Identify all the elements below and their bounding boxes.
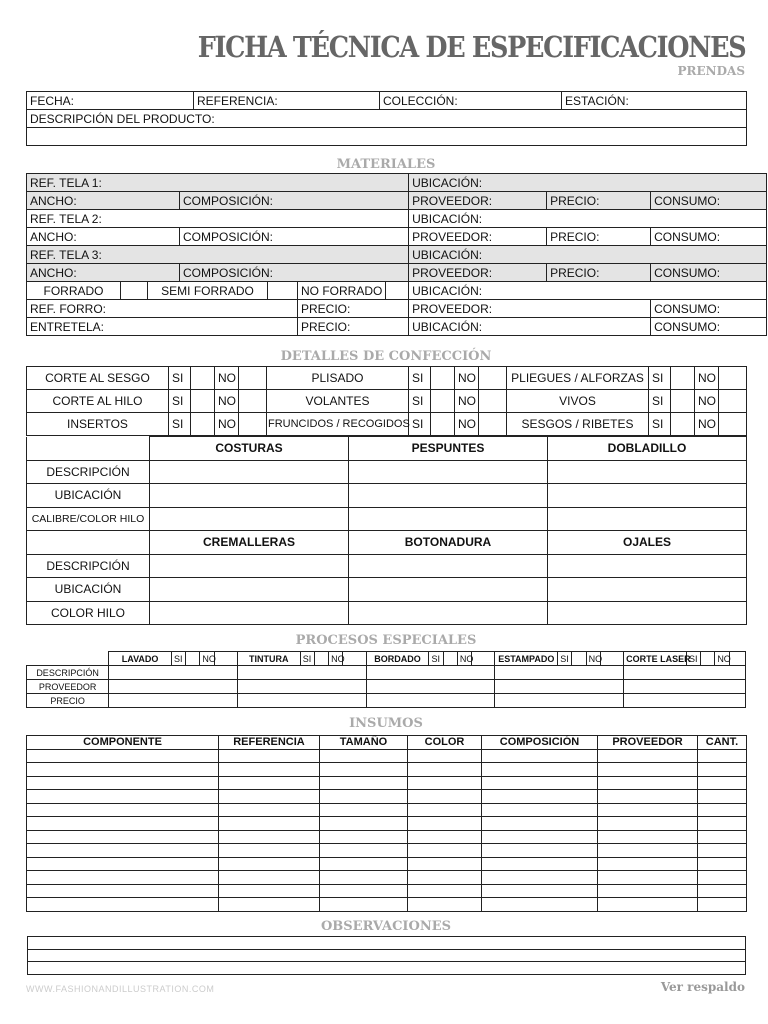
proveedor-tela-2[interactable]: PROVEEDOR: bbox=[409, 228, 547, 246]
insumos-cell[interactable] bbox=[320, 830, 408, 844]
cell-input[interactable] bbox=[366, 694, 495, 708]
cell-input[interactable] bbox=[150, 460, 349, 484]
insumos-cell[interactable] bbox=[482, 844, 598, 858]
insumos-cell[interactable] bbox=[698, 898, 747, 912]
insumos-row bbox=[27, 817, 747, 831]
insumos-cell[interactable] bbox=[598, 830, 698, 844]
cell-input[interactable] bbox=[150, 507, 349, 531]
cell-input[interactable] bbox=[495, 680, 624, 694]
insumos-cell[interactable] bbox=[219, 857, 320, 871]
no-checkbox[interactable] bbox=[239, 413, 267, 436]
insumos-cell[interactable] bbox=[598, 790, 698, 804]
ubicacion-tela-3[interactable]: UBICACIÓN: bbox=[409, 246, 767, 264]
consumo-forro[interactable]: CONSUMO: bbox=[651, 300, 767, 318]
detalle-label: INSERTOS bbox=[27, 413, 169, 436]
si-label: SI bbox=[686, 652, 700, 666]
insumos-cell[interactable] bbox=[408, 857, 482, 871]
insumos-cell[interactable] bbox=[598, 857, 698, 871]
insumos-cell[interactable] bbox=[219, 830, 320, 844]
insumos-cell[interactable] bbox=[27, 857, 219, 871]
si-checkbox[interactable] bbox=[443, 652, 457, 666]
lavado-label: LAVADO bbox=[109, 652, 172, 666]
si-checkbox[interactable] bbox=[191, 390, 215, 413]
ubicacion-tela-2[interactable]: UBICACIÓN: bbox=[409, 210, 767, 228]
row-label: DESCRIPCIÓN bbox=[27, 666, 109, 680]
no-label: NO bbox=[455, 413, 479, 436]
insumos-cell[interactable] bbox=[320, 817, 408, 831]
insumos-cell[interactable] bbox=[219, 898, 320, 912]
componente-header: COMPONENTE bbox=[27, 736, 219, 750]
insumos-cell[interactable] bbox=[27, 871, 219, 885]
insumos-cell[interactable] bbox=[698, 790, 747, 804]
insumos-row bbox=[27, 857, 747, 871]
insumos-cell[interactable] bbox=[27, 844, 219, 858]
composicion-header: COMPOSICIÓN bbox=[482, 736, 598, 750]
corte-laser-label: CORTE LASER bbox=[624, 652, 687, 666]
no-checkbox[interactable] bbox=[600, 652, 623, 666]
insumos-cell[interactable] bbox=[482, 763, 598, 777]
detalles-checklist-table bbox=[26, 366, 747, 436]
insumos-row bbox=[27, 884, 747, 898]
insumos-cell[interactable] bbox=[698, 776, 747, 790]
corner-blank bbox=[27, 531, 150, 555]
no-forrado-label: NO FORRADO bbox=[298, 282, 386, 300]
precio-tela-2[interactable]: PRECIO: bbox=[547, 228, 651, 246]
descripcion-blank[interactable] bbox=[27, 128, 747, 146]
cell-input[interactable] bbox=[150, 554, 349, 578]
ubicacion-forro[interactable]: UBICACIÓN: bbox=[409, 282, 767, 300]
no-label: NO bbox=[215, 413, 239, 436]
insumos-cell[interactable] bbox=[408, 817, 482, 831]
insumos-cell[interactable] bbox=[482, 790, 598, 804]
cell-input[interactable] bbox=[349, 601, 548, 625]
detalle-label: CORTE AL HILO bbox=[27, 390, 169, 413]
precio-forro[interactable]: PRECIO: bbox=[298, 300, 409, 318]
insumos-cell[interactable] bbox=[27, 776, 219, 790]
si-checkbox[interactable] bbox=[431, 390, 455, 413]
insumos-cell[interactable] bbox=[482, 871, 598, 885]
no-checkbox[interactable] bbox=[729, 652, 746, 666]
ref-forro[interactable]: REF. FORRO: bbox=[27, 300, 298, 318]
cell-input[interactable] bbox=[624, 680, 746, 694]
procesos-table bbox=[26, 651, 746, 708]
cell-input[interactable] bbox=[349, 507, 548, 531]
si-label: SI bbox=[169, 367, 191, 390]
insumos-cell[interactable] bbox=[598, 844, 698, 858]
cell-input[interactable] bbox=[495, 694, 624, 708]
insumos-cell[interactable] bbox=[598, 898, 698, 912]
proveedor-tela-3[interactable]: PROVEEDOR: bbox=[409, 264, 547, 282]
detalles-title: DETALLES DE CONFECCIÓN bbox=[280, 349, 492, 364]
ancho-tela-1[interactable]: ANCHO: bbox=[27, 192, 180, 210]
si-label: SI bbox=[429, 652, 443, 666]
insumos-cell[interactable] bbox=[698, 749, 747, 763]
ver-respaldo-link[interactable]: Ver respaldo bbox=[660, 980, 745, 994]
page-subtitle: PRENDAS bbox=[677, 64, 745, 78]
composicion-tela-2[interactable]: COMPOSICIÓN: bbox=[180, 228, 409, 246]
insumos-cell[interactable] bbox=[698, 884, 747, 898]
si-checkbox[interactable] bbox=[431, 367, 455, 390]
insumos-cell[interactable] bbox=[482, 749, 598, 763]
si-label: SI bbox=[169, 390, 191, 413]
cell-input[interactable] bbox=[237, 666, 366, 680]
botonadura-header: BOTONADURA bbox=[349, 531, 548, 555]
si-label: SI bbox=[409, 390, 431, 413]
referencia-field[interactable]: REFERENCIA: bbox=[194, 92, 380, 110]
si-checkbox[interactable] bbox=[314, 652, 328, 666]
precio-tela-1[interactable]: PRECIO: bbox=[547, 192, 651, 210]
ubicacion-entretela[interactable]: UBICACIÓN: bbox=[409, 318, 651, 336]
no-checkbox[interactable] bbox=[479, 367, 507, 390]
insumos-cell[interactable] bbox=[698, 857, 747, 871]
coleccion-field[interactable]: COLECCIÓN: bbox=[380, 92, 562, 110]
insumos-cell[interactable] bbox=[698, 763, 747, 777]
detalle-label: PLISADO bbox=[267, 367, 409, 390]
color-header: COLOR bbox=[408, 736, 482, 750]
row-label: DESCRIPCIÓN bbox=[27, 554, 150, 578]
insumos-cell[interactable] bbox=[320, 871, 408, 885]
proveedor-forro[interactable]: PROVEEDOR: bbox=[409, 300, 651, 318]
row-label: UBICACIÓN bbox=[27, 484, 150, 508]
no-label: NO bbox=[695, 413, 719, 436]
insumos-cell[interactable] bbox=[482, 857, 598, 871]
forrado-label: FORRADO bbox=[27, 282, 121, 300]
insumos-cell[interactable] bbox=[219, 790, 320, 804]
detalle-label: VIVOS bbox=[507, 390, 649, 413]
consumo-tela-2[interactable]: CONSUMO: bbox=[651, 228, 767, 246]
detalles-row bbox=[27, 413, 747, 436]
detalle-label: SESGOS / RIBETES bbox=[507, 413, 649, 436]
insumos-cell[interactable] bbox=[598, 871, 698, 885]
detalle-label: FRUNCIDOS / RECOGIDOS bbox=[267, 413, 409, 436]
observaciones-line[interactable] bbox=[28, 962, 746, 975]
ref-tela-3[interactable]: REF. TELA 3: bbox=[27, 246, 409, 264]
insumos-body bbox=[27, 749, 747, 911]
insumos-cell[interactable] bbox=[219, 776, 320, 790]
insumos-cell[interactable] bbox=[27, 830, 219, 844]
insumos-row bbox=[27, 790, 747, 804]
no-checkbox[interactable] bbox=[719, 367, 747, 390]
insumos-cell[interactable] bbox=[219, 844, 320, 858]
insumos-cell[interactable] bbox=[27, 817, 219, 831]
cell-input[interactable] bbox=[349, 554, 548, 578]
cell-input[interactable] bbox=[150, 484, 349, 508]
no-checkbox[interactable] bbox=[719, 390, 747, 413]
no-checkbox[interactable] bbox=[479, 390, 507, 413]
insumos-cell[interactable] bbox=[482, 776, 598, 790]
cell-input[interactable] bbox=[349, 578, 548, 602]
si-label: SI bbox=[409, 413, 431, 436]
no-label: NO bbox=[200, 652, 214, 666]
no-label: NO bbox=[215, 390, 239, 413]
cell-input[interactable] bbox=[109, 666, 238, 680]
detalle-label: PLIEGUES / ALFORZAS bbox=[507, 367, 649, 390]
cell-input[interactable] bbox=[548, 578, 747, 602]
insumos-cell[interactable] bbox=[482, 817, 598, 831]
descripcion-field[interactable]: DESCRIPCIÓN DEL PRODUCTO: bbox=[27, 110, 747, 128]
materiales-title: MATERIALES bbox=[336, 157, 436, 172]
si-checkbox[interactable] bbox=[671, 413, 695, 436]
insumos-cell[interactable] bbox=[482, 830, 598, 844]
insumos-cell[interactable] bbox=[27, 898, 219, 912]
insumos-cell[interactable] bbox=[320, 763, 408, 777]
row-label: COLOR HILO bbox=[27, 601, 150, 625]
semi-forrado-checkbox[interactable] bbox=[268, 282, 298, 300]
cell-input[interactable] bbox=[366, 666, 495, 680]
si-checkbox[interactable] bbox=[191, 367, 215, 390]
no-label: NO bbox=[455, 367, 479, 390]
no-checkbox[interactable] bbox=[479, 413, 507, 436]
website-footer: WWW.FASHIONANDILLUSTRATION.COM bbox=[26, 984, 215, 994]
precio-entretela[interactable]: PRECIO: bbox=[298, 318, 409, 336]
observaciones-table bbox=[27, 936, 746, 975]
general-info-table bbox=[26, 91, 747, 146]
insumos-cell[interactable] bbox=[408, 884, 482, 898]
acabados-table bbox=[26, 436, 747, 625]
insumos-table bbox=[26, 735, 747, 912]
materiales-table bbox=[26, 173, 767, 336]
cell-input[interactable] bbox=[548, 601, 747, 625]
insumos-cell[interactable] bbox=[219, 884, 320, 898]
insumos-cell[interactable] bbox=[408, 763, 482, 777]
insumos-cell[interactable] bbox=[482, 884, 598, 898]
row-label: PRECIO bbox=[27, 694, 109, 708]
referencia-header: REFERENCIA bbox=[219, 736, 320, 750]
detalle-label: CORTE AL SESGO bbox=[27, 367, 169, 390]
detalles-row bbox=[27, 390, 747, 413]
cell-input[interactable] bbox=[548, 507, 747, 531]
corner-blank bbox=[27, 652, 109, 666]
consumo-entretela[interactable]: CONSUMO: bbox=[651, 318, 767, 336]
si-checkbox[interactable] bbox=[572, 652, 586, 666]
si-label: SI bbox=[649, 390, 671, 413]
insumos-cell[interactable] bbox=[27, 803, 219, 817]
insumos-cell[interactable] bbox=[698, 830, 747, 844]
insumos-cell[interactable] bbox=[320, 844, 408, 858]
si-checkbox[interactable] bbox=[701, 652, 715, 666]
ubicacion-tela-1[interactable]: UBICACIÓN: bbox=[409, 174, 767, 192]
semi-forrado-label: SEMI FORRADO bbox=[148, 282, 268, 300]
insumos-cell[interactable] bbox=[219, 763, 320, 777]
page-title: FICHA TÉCNICA DE ESPECIFICACIONES bbox=[197, 30, 745, 64]
observaciones-line[interactable] bbox=[28, 937, 746, 950]
ref-tela-1[interactable]: REF. TELA 1: bbox=[27, 174, 409, 192]
no-label: NO bbox=[455, 390, 479, 413]
insumos-cell[interactable] bbox=[219, 803, 320, 817]
entretela[interactable]: ENTRETELA: bbox=[27, 318, 298, 336]
no-checkbox[interactable] bbox=[343, 652, 366, 666]
ancho-tela-3[interactable]: ANCHO: bbox=[27, 264, 180, 282]
insumos-cell[interactable] bbox=[408, 830, 482, 844]
si-checkbox[interactable] bbox=[431, 413, 455, 436]
no-label: NO bbox=[329, 652, 343, 666]
cell-input[interactable] bbox=[150, 578, 349, 602]
procesos-title: PROCESOS ESPECIALES bbox=[295, 633, 477, 648]
proveedor-header: PROVEEDOR bbox=[598, 736, 698, 750]
insumos-cell[interactable] bbox=[598, 763, 698, 777]
row-label: DESCRIPCIÓN bbox=[27, 460, 150, 484]
insumos-cell[interactable] bbox=[27, 749, 219, 763]
observaciones-title: OBSERVACIONES bbox=[320, 919, 452, 934]
cell-input[interactable] bbox=[624, 694, 746, 708]
insumos-row bbox=[27, 898, 747, 912]
si-checkbox[interactable] bbox=[671, 390, 695, 413]
insumos-cell[interactable] bbox=[320, 790, 408, 804]
fecha-field[interactable]: FECHA: bbox=[27, 92, 194, 110]
si-label: SI bbox=[558, 652, 572, 666]
detalles-row bbox=[27, 367, 747, 390]
insumos-cell[interactable] bbox=[408, 898, 482, 912]
no-checkbox[interactable] bbox=[214, 652, 237, 666]
insumos-cell[interactable] bbox=[219, 749, 320, 763]
corner-blank bbox=[27, 437, 150, 461]
cell-input[interactable] bbox=[624, 666, 746, 680]
insumos-title: INSUMOS bbox=[349, 716, 423, 731]
insumos-row bbox=[27, 871, 747, 885]
no-label: NO bbox=[215, 367, 239, 390]
cell-input[interactable] bbox=[109, 694, 238, 708]
cell-input[interactable] bbox=[237, 680, 366, 694]
no-forrado-checkbox[interactable] bbox=[386, 282, 409, 300]
tintura-label: TINTURA bbox=[237, 652, 300, 666]
cell-input[interactable] bbox=[109, 680, 238, 694]
insumos-row bbox=[27, 844, 747, 858]
forrado-checkbox[interactable] bbox=[121, 282, 148, 300]
insumos-cell[interactable] bbox=[698, 803, 747, 817]
insumos-cell[interactable] bbox=[408, 871, 482, 885]
row-label: PROVEEDOR bbox=[27, 680, 109, 694]
insumos-row bbox=[27, 749, 747, 763]
insumos-cell[interactable] bbox=[698, 871, 747, 885]
cell-input[interactable] bbox=[366, 680, 495, 694]
insumos-cell[interactable] bbox=[408, 776, 482, 790]
insumos-cell[interactable] bbox=[320, 776, 408, 790]
cremalleras-header: CREMALLERAS bbox=[150, 531, 349, 555]
insumos-row bbox=[27, 803, 747, 817]
no-label: NO bbox=[695, 367, 719, 390]
no-label: NO bbox=[715, 652, 729, 666]
consumo-tela-3[interactable]: CONSUMO: bbox=[651, 264, 767, 282]
si-label: SI bbox=[172, 652, 186, 666]
insumos-row bbox=[27, 763, 747, 777]
si-checkbox[interactable] bbox=[671, 367, 695, 390]
insumos-cell[interactable] bbox=[219, 817, 320, 831]
insumos-cell[interactable] bbox=[598, 817, 698, 831]
insumos-cell[interactable] bbox=[598, 803, 698, 817]
si-label: SI bbox=[169, 413, 191, 436]
si-checkbox[interactable] bbox=[191, 413, 215, 436]
cell-input[interactable] bbox=[495, 666, 624, 680]
dobladillo-header: DOBLADILLO bbox=[548, 437, 747, 461]
insumos-cell[interactable] bbox=[320, 749, 408, 763]
cell-input[interactable] bbox=[237, 694, 366, 708]
composicion-tela-3[interactable]: COMPOSICIÓN: bbox=[180, 264, 409, 282]
insumos-cell[interactable] bbox=[320, 803, 408, 817]
row-label: CALIBRE/COLOR HILO bbox=[27, 507, 150, 531]
estacion-field[interactable]: ESTACIÓN: bbox=[562, 92, 747, 110]
insumos-row bbox=[27, 830, 747, 844]
si-label: SI bbox=[300, 652, 314, 666]
insumos-cell[interactable] bbox=[698, 817, 747, 831]
insumos-cell[interactable] bbox=[27, 790, 219, 804]
cell-input[interactable] bbox=[349, 460, 548, 484]
cell-input[interactable] bbox=[548, 554, 747, 578]
cant-header: CANT. bbox=[698, 736, 747, 750]
composicion-tela-1[interactable]: COMPOSICIÓN: bbox=[180, 192, 409, 210]
costuras-header: COSTURAS bbox=[150, 437, 349, 461]
si-checkbox[interactable] bbox=[186, 652, 200, 666]
no-checkbox[interactable] bbox=[239, 390, 267, 413]
cell-input[interactable] bbox=[150, 601, 349, 625]
insumos-cell[interactable] bbox=[408, 844, 482, 858]
insumos-cell[interactable] bbox=[482, 803, 598, 817]
ref-tela-2[interactable]: REF. TELA 2: bbox=[27, 210, 409, 228]
insumos-cell[interactable] bbox=[27, 884, 219, 898]
ojales-header: OJALES bbox=[548, 531, 747, 555]
insumos-cell[interactable] bbox=[320, 898, 408, 912]
precio-tela-3[interactable]: PRECIO: bbox=[547, 264, 651, 282]
insumos-cell[interactable] bbox=[408, 790, 482, 804]
pespuntes-header: PESPUNTES bbox=[349, 437, 548, 461]
cell-input[interactable] bbox=[349, 484, 548, 508]
insumos-cell[interactable] bbox=[408, 749, 482, 763]
insumos-cell[interactable] bbox=[598, 749, 698, 763]
insumos-row bbox=[27, 776, 747, 790]
no-label: NO bbox=[695, 390, 719, 413]
insumos-cell[interactable] bbox=[27, 763, 219, 777]
row-label: UBICACIÓN bbox=[27, 578, 150, 602]
si-label: SI bbox=[649, 413, 671, 436]
no-label: NO bbox=[586, 652, 600, 666]
insumos-cell[interactable] bbox=[698, 844, 747, 858]
no-label: NO bbox=[457, 652, 471, 666]
ancho-tela-2[interactable]: ANCHO: bbox=[27, 228, 180, 246]
insumos-cell[interactable] bbox=[320, 884, 408, 898]
consumo-tela-1[interactable]: CONSUMO: bbox=[651, 192, 767, 210]
si-label: SI bbox=[649, 367, 671, 390]
cell-input[interactable] bbox=[548, 484, 747, 508]
insumos-cell[interactable] bbox=[408, 803, 482, 817]
tamano-header: TAMAÑO bbox=[320, 736, 408, 750]
insumos-cell[interactable] bbox=[598, 884, 698, 898]
no-checkbox[interactable] bbox=[472, 652, 495, 666]
insumos-cell[interactable] bbox=[598, 776, 698, 790]
no-checkbox[interactable] bbox=[239, 367, 267, 390]
cell-input[interactable] bbox=[548, 460, 747, 484]
proveedor-tela-1[interactable]: PROVEEDOR: bbox=[409, 192, 547, 210]
insumos-cell[interactable] bbox=[320, 857, 408, 871]
si-label: SI bbox=[409, 367, 431, 390]
observaciones-line[interactable] bbox=[28, 949, 746, 962]
estampado-label: ESTAMPADO bbox=[495, 652, 558, 666]
no-checkbox[interactable] bbox=[719, 413, 747, 436]
bordado-label: BORDADO bbox=[366, 652, 429, 666]
insumos-cell[interactable] bbox=[219, 871, 320, 885]
insumos-cell[interactable] bbox=[482, 898, 598, 912]
detalle-label: VOLANTES bbox=[267, 390, 409, 413]
